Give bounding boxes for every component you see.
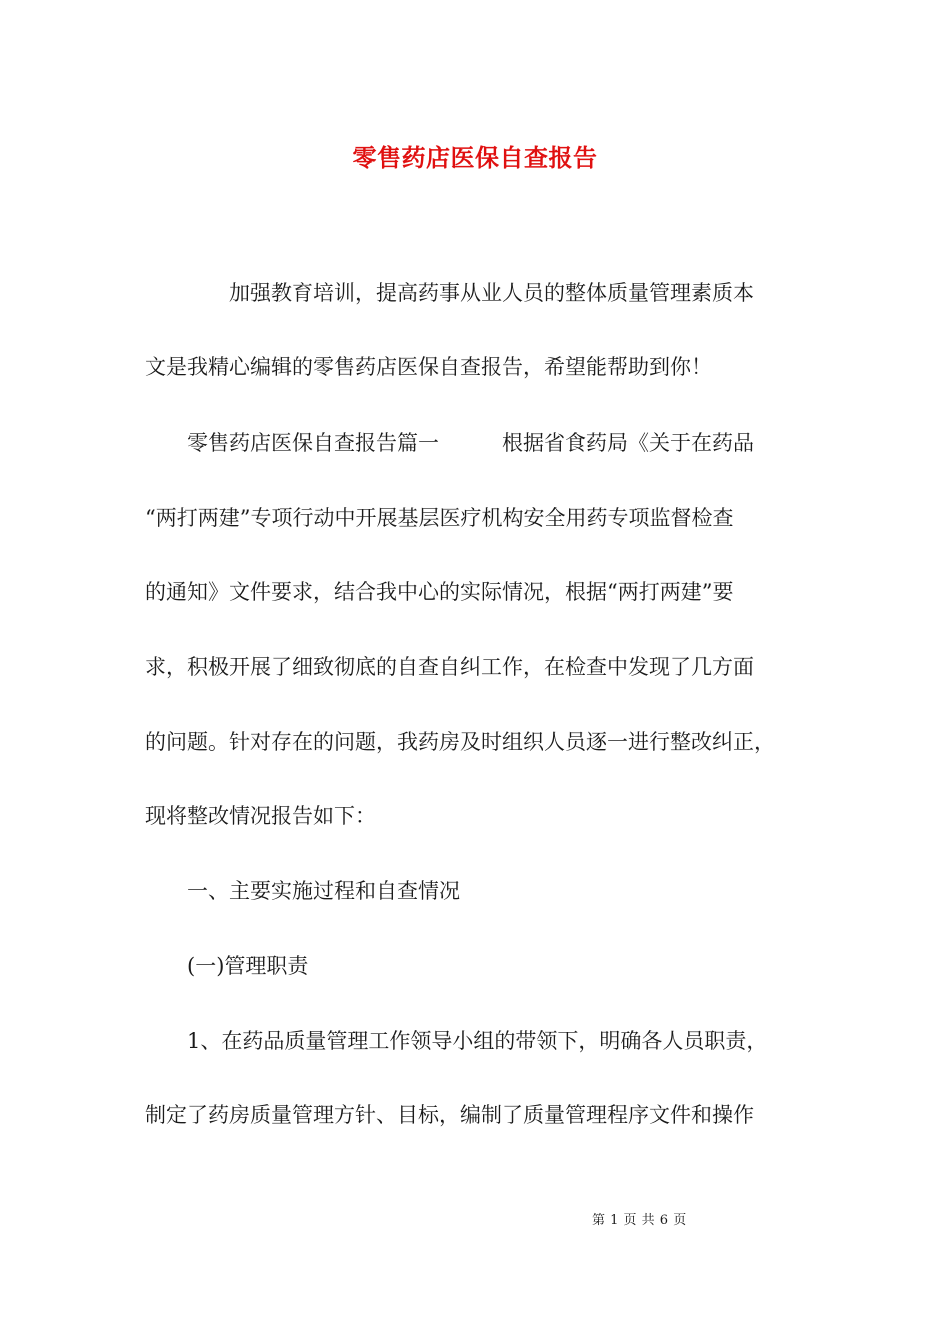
page-number-footer: 第 1 页 共 6 页 <box>592 1213 687 1228</box>
body-line: 加强教育培训，提高药事从业人员的整体质量管理素质本 <box>145 281 754 305</box>
section-heading: 一、主要实施过程和自查情况 <box>145 879 460 903</box>
body-line: 零售药店医保自查报告篇一 根据省食药局《关于在药品 <box>145 431 754 455</box>
subsection-heading: (一)管理职责 <box>145 954 309 978</box>
body-line: 文是我精心编辑的零售药店医保自查报告，希望能帮助到你！ <box>145 355 712 379</box>
body-line: 求，积极开展了细致彻底的自查自纠工作，在检查中发现了几方面 <box>145 655 754 679</box>
body-line: 的通知》文件要求，结合我中心的实际情况，根据“两打两建”要 <box>145 580 734 604</box>
body-line: 现将整改情况报告如下： <box>145 804 376 828</box>
body-line: 的问题。针对存在的问题，我药房及时组织人员逐一进行整改纠正， <box>145 730 775 754</box>
body-line: 1、在药品质量管理工作领导小组的带领下，明确各人员职责， <box>145 1029 768 1053</box>
body-line: 制定了药房质量管理方针、目标，编制了质量管理程序文件和操作 <box>145 1103 754 1127</box>
document-title: 零售药店医保自查报告 <box>352 144 598 172</box>
body-line: “两打两建”专项行动中开展基层医疗机构安全用药专项监督检查 <box>145 506 734 530</box>
